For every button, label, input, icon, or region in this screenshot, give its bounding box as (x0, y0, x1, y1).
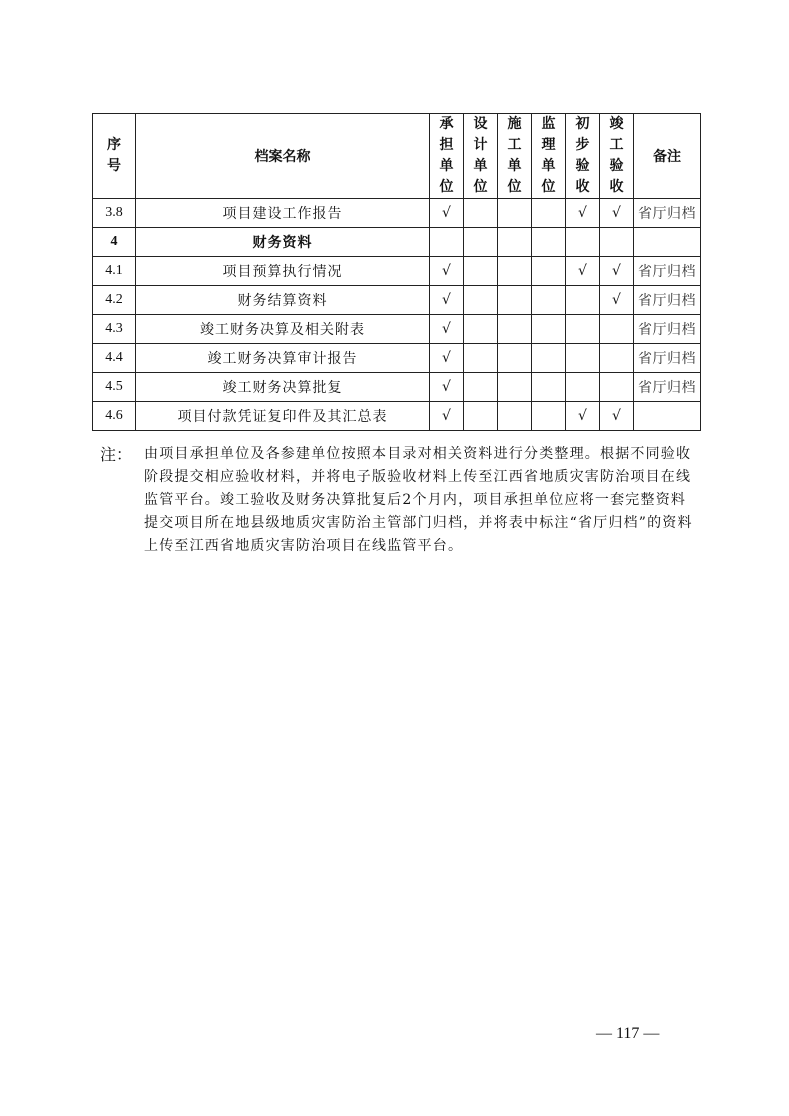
row-check-mark: √ (430, 373, 464, 402)
row-check-mark (498, 344, 532, 373)
row-check-mark (464, 315, 498, 344)
table-row (93, 199, 701, 228)
row-check-mark (498, 373, 532, 402)
footnote (100, 443, 700, 558)
row-archive-name: 项目建设工作报告 (136, 199, 430, 228)
row-check-mark: √ (600, 199, 634, 228)
row-check-mark: √ (430, 257, 464, 286)
row-check-mark (600, 344, 634, 373)
row-check-mark: √ (600, 286, 634, 315)
row-check-mark (566, 286, 600, 315)
header-unit: 施工单位 (498, 114, 532, 199)
row-check-mark: √ (566, 402, 600, 431)
table-row (93, 286, 701, 315)
row-check-mark (532, 228, 566, 257)
row-check-mark (498, 315, 532, 344)
row-number: 4.1 (93, 257, 136, 286)
row-archive-name: 财务资料 (136, 228, 430, 257)
table-header-row (93, 114, 701, 199)
row-check-mark (464, 257, 498, 286)
row-archive-name: 财务结算资料 (136, 286, 430, 315)
row-archive-name: 竣工财务决算审计报告 (136, 344, 430, 373)
row-check-mark (566, 373, 600, 402)
row-remark: 省厅归档 (634, 315, 701, 344)
row-check-mark (532, 315, 566, 344)
row-check-mark (566, 315, 600, 344)
row-check-mark (532, 257, 566, 286)
row-number: 4.6 (93, 402, 136, 431)
row-check-mark: √ (430, 199, 464, 228)
row-check-mark (498, 228, 532, 257)
table-row (93, 228, 701, 257)
row-check-mark (498, 257, 532, 286)
page-number: — 117 — (596, 1025, 660, 1042)
row-check-mark: √ (600, 257, 634, 286)
row-remark: 省厅归档 (634, 344, 701, 373)
row-check-mark (464, 373, 498, 402)
header-unit: 承担单位 (430, 114, 464, 199)
row-check-mark (532, 402, 566, 431)
row-archive-name: 竣工财务决算及相关附表 (136, 315, 430, 344)
table-body (93, 199, 701, 431)
row-check-mark (464, 286, 498, 315)
table-row (93, 344, 701, 373)
row-check-mark (532, 373, 566, 402)
row-check-mark (498, 402, 532, 431)
archive-catalog-table (92, 113, 701, 431)
row-remark (634, 402, 701, 431)
row-remark (634, 228, 701, 257)
footnote-label: 注： (100, 445, 133, 464)
row-check-mark (600, 315, 634, 344)
row-remark: 省厅归档 (634, 373, 701, 402)
row-check-mark (532, 286, 566, 315)
table-row (93, 315, 701, 344)
table-row (93, 257, 701, 286)
row-check-mark (532, 199, 566, 228)
row-check-mark (464, 228, 498, 257)
row-check-mark (430, 228, 464, 257)
row-number: 3.8 (93, 199, 136, 228)
row-check-mark (600, 228, 634, 257)
row-check-mark: √ (566, 257, 600, 286)
row-check-mark (498, 199, 532, 228)
footnote-text: 由项目承担单位及各参建单位按照本目录对相关资料进行分类整理。根据不同验收阶段提交相应验收材料，并将电子版验收材料上传至江西省地质灾害防治项目在线监管平台。竣工验收及财务决算批复后2个月内，项目承担单位应将一套完整资料提交项目所在地县级地质灾害防治主管部门归档，并将表中标注“省厅归档”的资料上传至江西省地质灾害防治项目在线监管平台。 (144, 446, 693, 554)
header-unit: 设计单位 (464, 114, 498, 199)
row-check-mark (566, 228, 600, 257)
header-unit: 竣工验收 (600, 114, 634, 199)
row-archive-name: 项目预算执行情况 (136, 257, 430, 286)
row-check-mark (600, 373, 634, 402)
row-number: 4.3 (93, 315, 136, 344)
row-check-mark (566, 344, 600, 373)
row-check-mark (464, 402, 498, 431)
row-check-mark (498, 286, 532, 315)
row-check-mark: √ (566, 199, 600, 228)
row-check-mark: √ (600, 402, 634, 431)
header-seq: 序号 (93, 114, 136, 199)
row-number: 4 (93, 228, 136, 257)
row-remark: 省厅归档 (634, 257, 701, 286)
header-unit: 初步验收 (566, 114, 600, 199)
row-check-mark: √ (430, 286, 464, 315)
row-remark: 省厅归档 (634, 199, 701, 228)
row-number: 4.4 (93, 344, 136, 373)
row-number: 4.5 (93, 373, 136, 402)
row-check-mark (464, 199, 498, 228)
row-archive-name: 竣工财务决算批复 (136, 373, 430, 402)
header-remark: 备注 (634, 114, 701, 199)
table-row (93, 402, 701, 431)
row-check-mark: √ (430, 344, 464, 373)
row-check-mark: √ (430, 402, 464, 431)
table-row (93, 373, 701, 402)
row-check-mark (464, 344, 498, 373)
row-number: 4.2 (93, 286, 136, 315)
row-archive-name: 项目付款凭证复印件及其汇总表 (136, 402, 430, 431)
row-remark: 省厅归档 (634, 286, 701, 315)
header-name: 档案名称 (136, 114, 430, 199)
row-check-mark: √ (430, 315, 464, 344)
header-unit: 监理单位 (532, 114, 566, 199)
row-check-mark (532, 344, 566, 373)
